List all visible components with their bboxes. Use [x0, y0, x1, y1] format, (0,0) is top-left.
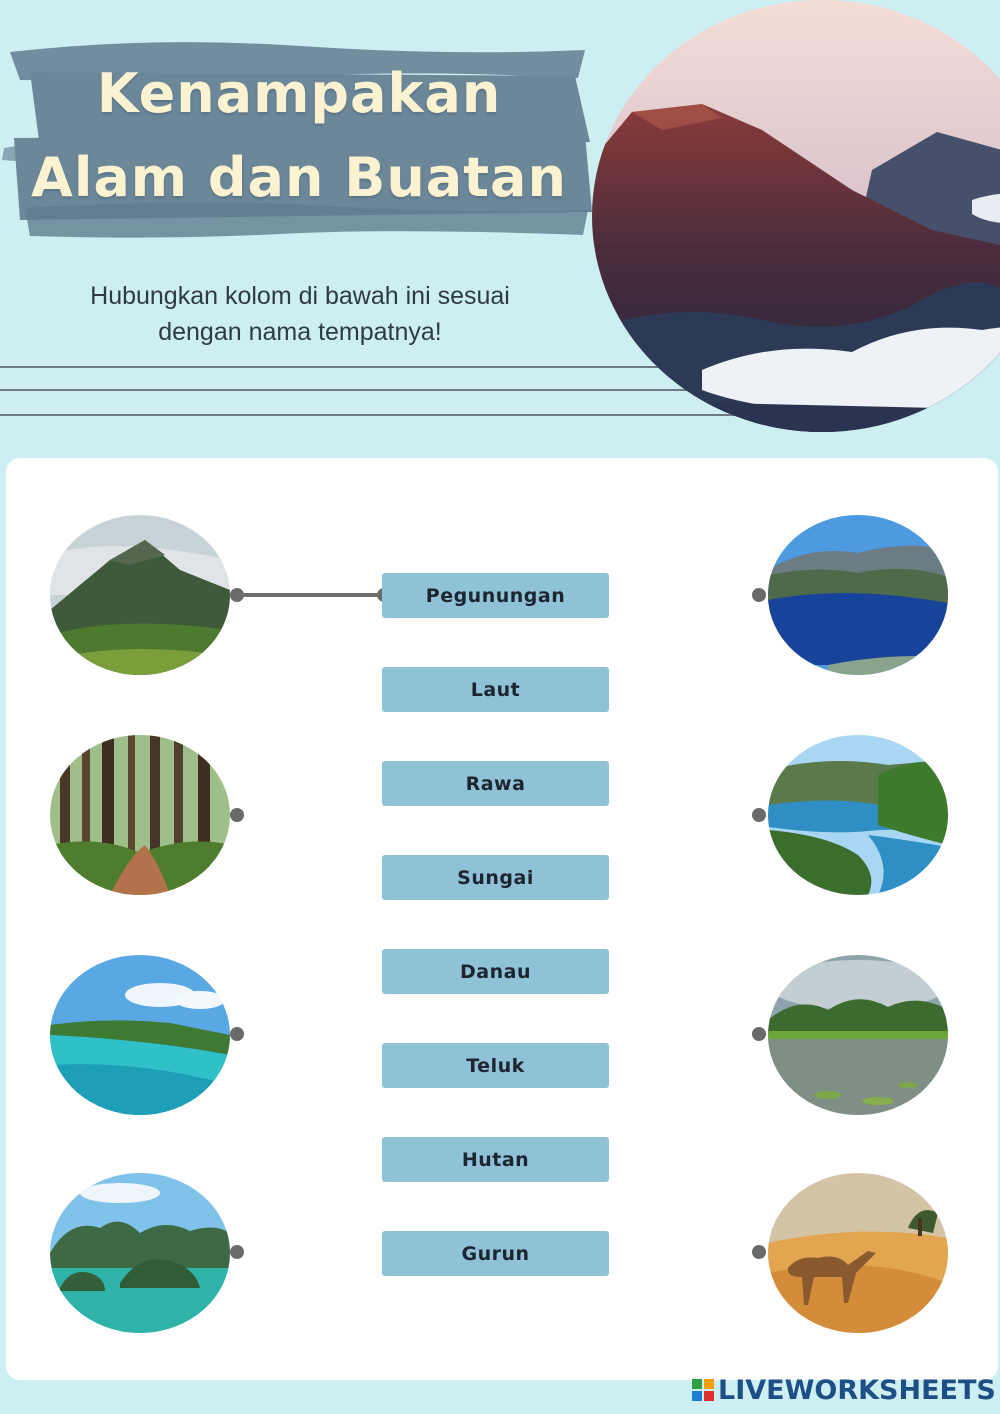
mountain-photo	[50, 515, 230, 675]
label-hutan[interactable]: Hutan	[382, 1137, 609, 1182]
label-sungai[interactable]: Sungai	[382, 855, 609, 900]
drawn-connection-line	[237, 593, 385, 597]
match-dot-right-desert[interactable]	[752, 1245, 766, 1259]
page-title-line-2: Alam dan Buatan	[31, 146, 567, 209]
match-dot-left-forest[interactable]	[230, 808, 244, 822]
divider-line-1	[0, 366, 672, 368]
label-danau[interactable]: Danau	[382, 949, 609, 994]
instruction-line-2: dengan nama tempatnya!	[158, 318, 442, 346]
page-title	[14, 52, 584, 220]
match-dot-right-swamp[interactable]	[752, 1027, 766, 1041]
bay-photo	[50, 1173, 230, 1333]
forest-photo	[50, 735, 230, 895]
worksheet-header	[0, 0, 1000, 440]
match-dot-left-sea[interactable]	[230, 1027, 244, 1041]
river-photo	[768, 735, 948, 895]
page-title-line-1: Kenampakan	[96, 62, 502, 125]
match-dot-right-river[interactable]	[752, 808, 766, 822]
volcano-hero-photo	[592, 0, 1000, 432]
label-gurun[interactable]: Gurun	[382, 1231, 609, 1276]
divider-line-2	[0, 389, 690, 391]
lake-photo	[768, 515, 948, 675]
label-pegunungan[interactable]: Pegunungan	[382, 573, 609, 618]
label-rawa[interactable]: Rawa	[382, 761, 609, 806]
sea-photo	[50, 955, 230, 1115]
label-teluk[interactable]: Teluk	[382, 1043, 609, 1088]
swamp-photo	[768, 955, 948, 1115]
brand-logo	[692, 1372, 996, 1408]
instruction-line-1: Hubungkan kolom di bawah ini sesuai	[90, 282, 510, 310]
liveworksheets-logo-icon	[692, 1379, 714, 1401]
match-dot-left-bay[interactable]	[230, 1245, 244, 1259]
match-dot-right-lake[interactable]	[752, 588, 766, 602]
instruction-text	[20, 278, 580, 350]
desert-photo	[768, 1173, 948, 1333]
brand-name: LIVEWORKSHEETS	[718, 1374, 996, 1406]
label-laut[interactable]: Laut	[382, 667, 609, 712]
